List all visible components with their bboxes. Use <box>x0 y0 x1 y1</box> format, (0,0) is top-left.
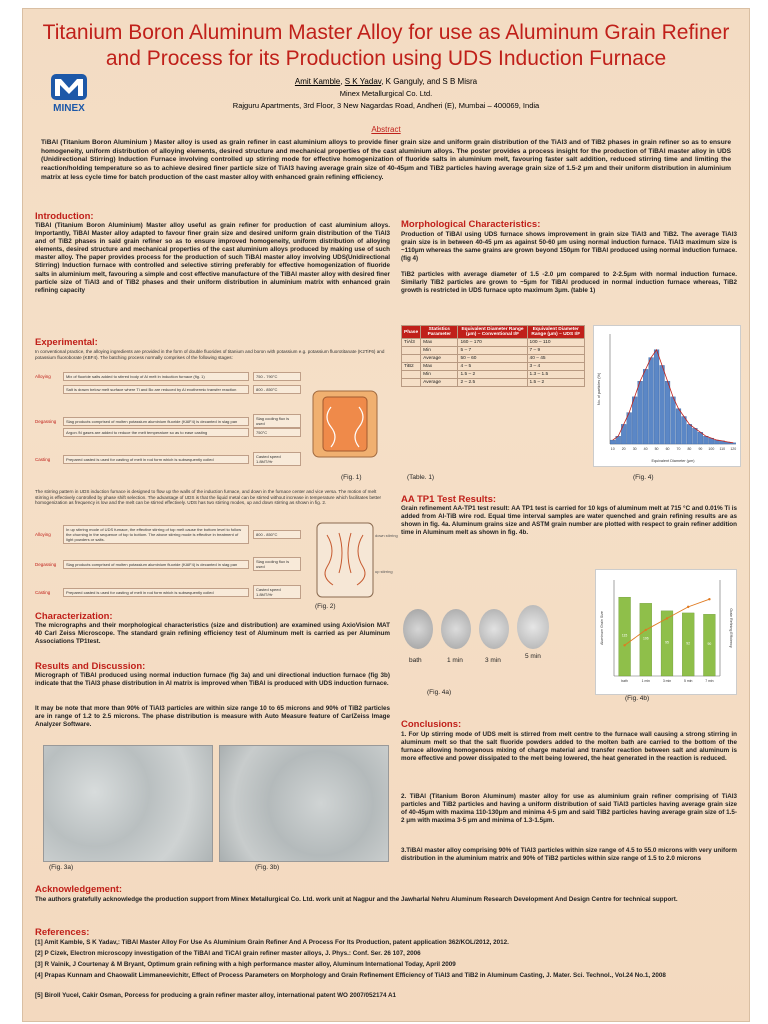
table-cell: 4 – 5 <box>458 363 527 371</box>
fig4a-caption: (Fig. 4a) <box>427 689 452 696</box>
efficiency-point <box>687 606 689 608</box>
table-row <box>402 371 585 379</box>
author-2: S K Yadav <box>344 77 382 86</box>
x-tick-label: 100 <box>708 447 715 451</box>
author-separator: , <box>340 77 345 86</box>
x-tick-label: 70 <box>676 447 681 451</box>
x-tick-label: 60 <box>665 447 670 451</box>
affiliation-org: Minex Metallurgical Co. Ltd. <box>339 89 433 98</box>
table-cell: 50 – 60 <box>458 355 527 363</box>
author-1: Amit Kamble <box>294 77 341 86</box>
fig4-caption: (Fig. 4) <box>633 474 654 481</box>
histogram-bar <box>676 409 681 444</box>
table-cell <box>402 355 421 363</box>
experimental-text-1: In conventional practice, the alloying ingredients are provided in the form of double fluorides of titanium and boron with potassium e.g. potassium fluorotitanate (K2TiF6) and potassium fluoroborate (KBF4). The batching process normally comprises of the following stages: <box>35 349 385 360</box>
sample-disc <box>403 609 433 649</box>
authors-rest: , K Ganguly, and S B Misra <box>381 77 478 86</box>
results-text-1: Micrograph of TiBAl produced using normal induction furnace (fig 3a) and uni directional induction furnace (fig 3b) indicate that the TiAl3 phase distribution in Al matrix is improved when TiBAl is produced with UDS induction furnace. <box>35 672 390 688</box>
histogram-bar <box>627 413 632 444</box>
poster-title-line1: Titanium Boron Aluminum Master Alloy for use as Aluminum Grain Refiner <box>42 21 730 44</box>
histogram-bar <box>682 417 687 445</box>
poster-title-line2: and Process for its Production using UDS Induction Furnace <box>105 47 667 70</box>
table-row <box>402 379 585 387</box>
x-axis-label: Equivalent Diameter (μm) <box>651 459 695 463</box>
histogram-bar <box>703 436 708 444</box>
experimental-text-2: The stirring pattern in UDS induction furnace is designed to flow up the walls of the induction furnace, and down in the furnace center and vice versa. The motion of melt stirring is effectively controlled by phase shift selection. The advantage of UDS is that the liquid metal can be stirred without increase in temperature which facilitates better homogenization as frequency is low and the melt can be stirred effectively. UDS has two stirring modes, up and down stirring as shown in fig. 2. <box>35 489 382 506</box>
flow1-row <box>35 428 301 437</box>
table-header: Equivalent Diameter Range (μm) – Conventional I/F <box>458 326 527 339</box>
abstract-heading: Abstract <box>371 125 401 134</box>
flow2-stage: Degassing <box>35 561 57 567</box>
bar-value-label: 115 <box>621 633 628 638</box>
fig3b-caption: (Fig. 3b) <box>255 864 280 871</box>
table-1-caption: (Table. 1) <box>407 474 435 481</box>
logo-text: MINEX <box>53 103 85 114</box>
table-header: Phase <box>402 326 421 339</box>
fig2-caption: (Fig. 2) <box>315 603 336 610</box>
table-cell: TiB2 <box>402 363 421 371</box>
flow2-row <box>35 585 301 599</box>
results-text-2: It may be note that more than 90% of TiAl3 particles are within size range 10 to 65 microns and 90% of TiB2 particles are in range of 1.2 to 2.5 microns. The phase distribution is measure with Auto Measure feature of CarlZeiss Image Analyzer Software. <box>35 705 390 729</box>
table-cell: Min <box>421 347 458 355</box>
histogram-bar <box>731 443 736 444</box>
table-cell <box>402 379 421 387</box>
characterization-heading: Characterization: <box>35 611 113 622</box>
introduction-heading: Introduction: <box>35 211 94 222</box>
histogram-bar <box>654 350 659 444</box>
flow2-desc: Slag products comprised of molten potassium aluminium fluoride (KAlF4) is decanted in slag pan <box>63 560 249 569</box>
experimental-heading: Experimental: <box>35 337 98 348</box>
sample-disc <box>517 605 549 649</box>
fig3a-caption: (Fig. 3a) <box>49 864 74 871</box>
x-tick-label: 1 min <box>641 679 650 683</box>
x-tick-label: 40 <box>643 447 648 451</box>
flow2-desc: In up stirring mode of UDS furnace, the effective stirring of top melt cause the bottom level to follow the churning in the sequence of top to bottom. The above stirring mode is effective in treatment of light powders or salts. <box>63 525 249 544</box>
poster <box>22 8 750 1022</box>
flow1-desc: Slag products comprised of molten potassium aluminium fluoride (KAlF4) is decanted in slag pan <box>63 417 249 426</box>
affiliation-address: Rajguru Apartments, 3rd Floor, 3 New Nagardas Road, Andheri (E), Mumbai – 400069, India <box>232 101 540 110</box>
bar-value-label: 106 <box>642 636 649 641</box>
flow2-temp: Casted speed 1.8MT/Hr <box>253 585 301 599</box>
histogram-bar <box>698 432 703 444</box>
efficiency-point <box>645 629 647 631</box>
table-cell: TiAl3 <box>402 339 421 347</box>
fig4-histogram <box>593 325 741 467</box>
reference-item: [4] Prapas Kunnam and Chaowalit Limmaneevichitr, Effect of Process Parameters on Morphology and Grain Refinement Efficiency of TiAl3 and TiB2 in Aluminum Casting, J. Mater. Sci. Technol., Vol.24 No.1, 2008 <box>35 972 666 979</box>
x-tick-label: 5 min <box>684 679 693 683</box>
bar-value-label: 92 <box>686 641 691 646</box>
table-cell: 40 – 45 <box>527 355 584 363</box>
table-header-row <box>402 326 585 339</box>
histogram-bar <box>671 397 676 444</box>
flow1-temp: Slag cooling flux is used <box>253 414 301 428</box>
histogram-bar <box>632 397 637 444</box>
x-tick-label: bath <box>621 679 628 683</box>
y-axis-label: Aluminum Grain Size <box>600 611 604 645</box>
table-row <box>402 355 585 363</box>
sample-label: 1 min <box>447 657 463 664</box>
process-flow-2 <box>35 525 305 605</box>
sample-disc <box>479 609 509 649</box>
flow1-temp: 750 - 790°C <box>253 372 301 381</box>
x-tick-label: 50 <box>654 447 659 451</box>
furnace-diagram-1 <box>309 387 381 461</box>
histogram-bar <box>610 440 615 444</box>
x-tick-label: 80 <box>687 447 692 451</box>
conclusions-heading: Conclusions: <box>401 719 462 730</box>
micrograph-3a <box>43 745 213 862</box>
micrograph-3b <box>219 745 389 862</box>
x-tick-label: 3 min <box>662 679 672 683</box>
fig4b-chart <box>595 569 737 695</box>
flow1-stage: Casting <box>35 456 51 462</box>
sample-label: 3 min <box>485 657 501 664</box>
flow2-temp: Slag cooling flux is used <box>253 557 301 571</box>
flow2-row <box>35 525 301 544</box>
bar-value-label: 90 <box>707 642 712 647</box>
sample-label: bath <box>409 657 422 664</box>
flow2-stage: Alloying <box>35 532 51 537</box>
flow1-row <box>35 385 301 394</box>
process-flow-1 <box>35 372 305 466</box>
table-cell: Max <box>421 363 458 371</box>
efficiency-point <box>623 644 625 646</box>
introduction-text: TiBAl (Titanium Boron Aluminium) Master alloy useful as grain refiner for production of cast aluminium alloys. Importantly, TiBAl Master alloy adapted to favour finer grain size and desired uniform grain distribution of the TiAl3 and of TiB2 phases in said grain refiner so as to ensure improved homogeneity, uniform distribution of alloying elements, desired structure and mechanical properties of the cast aluminium alloys produced by making use of such master alloy. The paper provides process for the production of such TiBAl master alloy involving UDS(Unidirectional Stirring) Induction furnace with controlled and selective stirring preferably for effective homogenization of fluoride salts in aluminium melt, favouring a simple and cost effective manufacture of the TiBAl master alloy with desired finer particle size of TiAl3 and of TiB2 phases and their uniform distribution in aluminium matrix with enhanced grain refining capacity <box>35 222 390 294</box>
flow1-stage: Degassing <box>35 418 57 424</box>
flow1-temp: Casted speed 1.8MT/Hr <box>253 452 301 466</box>
morphology-heading: Morphological Characteristics: <box>401 219 541 230</box>
conclusion-3: 3.TiBAl master alloy comprising 90% of TiAl3 particles within size range of 4.5 to 55.0 microns with very uniform distribution in the aluminium matrix and 90% of TiB2 particles within size range of 1.5 to 2.0 microns <box>401 847 737 863</box>
flow1-desc: Prepared casted is used for casting of melt in rod form which is subsequently coiled <box>63 455 249 464</box>
reference-item: [1] Amit Kamble, S K Yadav,: TiBAl Master Alloy For Use As Aluminium Grain Refiner And A Process For Its Production, patent application 362/KOL/2012, 2012. <box>35 939 509 946</box>
x-tick-label: 110 <box>719 447 726 451</box>
flow1-row <box>35 452 301 466</box>
table-cell: 1.5 – 2 <box>458 371 527 379</box>
flow2-temp: 800 - 850°C <box>253 530 301 539</box>
table-cell: Average <box>421 379 458 387</box>
table-cell: 160 – 170 <box>458 339 527 347</box>
table-header: Statistics Parameter <box>421 326 458 339</box>
flow2-row <box>35 557 301 571</box>
conclusion-2: 2. TiBAl (Titanium Boron Aluminum) master alloy for use as aluminium grain refiner comprising of TiAl3 particles and TiB2 particles and having a uniform distribution of said TiAl3 particles having average grain size of 40-45μm with maxima 110-130μm and minima 4-5 μm and said TiB2 particles having average grain size of 1.5-2 μm with maxima 3-5 μm and minima of 1.3-1.5μm. <box>401 793 737 825</box>
abstract-text: TiBAl (Titanium Boron Aluminium ) Master alloy is used as grain refiner in cast aluminium alloys to provide finer grain size and uniform grain distribution of the TiAl3 and of TiB2 phases in grain refiner so as to ensure homogeneity, uniform distribution of alloying elements, desired structure and mechanical properties of the cast aluminium alloys. The poster provides a process insight for the production of TiBAl master alloy in UDS (Unidirectional Stirring) Induction Furnace involving controlled up stirring mode for effective homogenization of fluoride salts in aluminium melt, favouring faster salt addition, reduced stirring time and limiting the reaction/holding temperature so as to achieve desired finer particle size of TiAl3 having average grain size of 40-45μm and TiB2 particles having average grain size of 1.5-2 μm and their uniform distribution in aluminium matrix at less cycle time for batch production of the cast master alloy with enhanced grain refining efficiency. <box>41 139 731 181</box>
table-cell: 1.5 – 2 <box>527 379 584 387</box>
flow2-stage: Casting <box>35 589 51 595</box>
flow1-stage: Alloying <box>35 374 51 379</box>
flow1-row <box>35 372 301 381</box>
sample-disc <box>441 609 471 649</box>
histogram-bar <box>643 369 648 444</box>
morphology-text-1: Production of TiBAl using UDS furnace shows improvement in grain size TiAl3 and TiB2. The average TiAl3 grain size is in between 40-45 μm as against 50-60 μm using normal induction furnace. TiAl3 maximum size is ~110μm whereas the same grains are grown beyond 150μm for TiBAl produced using normal induction furnace. (fig 4) <box>401 231 737 263</box>
bar-value-label: 95 <box>665 640 669 645</box>
histogram-bar <box>649 358 654 444</box>
fig1-caption: (Fig. 1) <box>341 474 362 481</box>
table-cell: Min <box>421 371 458 379</box>
x-tick-label: 30 <box>632 447 637 451</box>
reference-item: [3] R Vainik, J Courtenay & M Bryant, Optimum grain refining with a high performance master alloy, Aluminum International Today, April 2009 <box>35 961 456 968</box>
furnace-diagram-2 <box>309 517 381 603</box>
table-1 <box>401 325 585 387</box>
table-cell: 3 – 4 <box>527 363 584 371</box>
y2-axis-label: Grain Refining Efficiency <box>729 608 733 648</box>
table-cell <box>402 371 421 379</box>
conclusion-1: 1. For Up stirring mode of UDS melt is stirred from melt centre to the furnace wall causing a strong stirring in aluminum melt so that the salt fluoride powders added to the molten bath are carried to the bottom of the furnace allowing homogenous mixing of charge material and transfer reaction between salt and aluminum is more effective and power dissipated to the melt being lowered, the heat generated in the reaction is reduced. <box>401 731 737 763</box>
references-heading: References: <box>35 927 90 938</box>
reference-item: [2] P Cizek, Electron microscopy investigation of the TiBAl and TiCAl grain refiner master alloys, J. Phys.: Conf. Ser. 26 107, 2006 <box>35 950 421 957</box>
x-tick-label: 120 <box>730 447 737 451</box>
tp1-text: Grain refinement AA-TP1 test result: AA TP1 test is carried for 10 kgs of aluminum melt at 715 °C and 0.01% Ti is added from Al-TiB wire rod. Equal time interval samples are water quenched and grain refining results are as shown in fig. 4a. Aluminum grains size and ASTM grain number are plotted with respect to grain refiner addition time in Aluminum melt as shown in fig. 4b. <box>401 505 737 537</box>
efficiency-point <box>708 598 710 600</box>
table-row <box>402 347 585 355</box>
sample-label: 5 min <box>525 653 541 660</box>
morphology-text-2: TiB2 particles with average diameter of 1.5 -2.0 μm compared to 2-2.5μm with normal induction furnace. Similarly TiB2 particles are grown to ~5μm for TiBAl produced in normal induction furnace whereas, TiB2 growth is restricted in UDS furnace upto maximum 3μm. (table 1) <box>401 271 737 295</box>
reference-item: [5] Biroll Yucel, Cakir Osman, Porcess for producing a grain refiner master alloy, international patent WO 2007/052174 A1 <box>35 992 397 999</box>
characterization-text: The micrographs and their morphological characteristics (size and distribution) are examined using AxioVision MAT 40 Carl Zeiss Microscope. The standard grain refining efficiency test of Aluminum melt is carried as per Aluminum Associations TP1test. <box>35 622 390 646</box>
flow1-temp: 800 - 850°C <box>253 385 301 394</box>
flow1-desc: Salt is drawn below melt surface where Ti and Bo are reduced by Al exothermic transfer reaction <box>63 385 249 394</box>
x-tick-label: 20 <box>621 447 626 451</box>
y-axis-label: No. of particles (%) <box>597 372 601 406</box>
results-heading: Results and Discussion: <box>35 661 146 672</box>
efficiency-point <box>666 617 668 619</box>
table-row <box>402 339 585 347</box>
flow1-row <box>35 414 301 428</box>
table-cell: 5 – 7 <box>458 347 527 355</box>
flow1-desc: Argon /N gases are added to reduce the melt temperature so as to ease casting <box>63 428 249 437</box>
table-row <box>402 363 585 371</box>
table-cell: 100 – 110 <box>527 339 584 347</box>
table-cell <box>402 347 421 355</box>
table-cell: Average <box>421 355 458 363</box>
flow1-desc: Mix of fluoride salts added to stirred body of Al melt in induction furnace (fig. 1) <box>63 372 249 381</box>
x-tick-label: 10 <box>610 447 615 451</box>
histogram-bar <box>665 381 670 444</box>
label-down-stirring: down stirring <box>375 533 398 538</box>
histogram-bar <box>687 424 692 444</box>
table-header: Equivalent Diameter Range (μm) – UDS I/F <box>527 326 584 339</box>
histogram-bar <box>692 428 697 444</box>
label-up-stirring: up stirring <box>375 569 393 574</box>
table-cell: 1.3 – 1.5 <box>527 371 584 379</box>
table-cell: Max <box>421 339 458 347</box>
table-cell: 2 – 2.5 <box>458 379 527 387</box>
table-cell: 7 – 9 <box>527 347 584 355</box>
flow1-temp: 750°C <box>253 428 301 437</box>
x-tick-label: 90 <box>698 447 703 451</box>
x-tick-label: 7 min <box>705 679 714 683</box>
histogram-bar <box>638 381 643 444</box>
histogram-bar <box>660 365 665 444</box>
authors <box>23 77 749 86</box>
flow2-desc: Prepared casted is used for casting of melt in rod form which is subsequently coiled <box>63 588 249 597</box>
fig4b-caption: (Fig. 4b) <box>625 695 650 702</box>
acknowledgement-text: The authors gratefully acknowledge the production support from Minex Metallurgical Co. Ltd. work unit at Nagpur and the Jawharlal Nehru Aluminum Research Development And Design Centre for technical support. <box>35 896 678 903</box>
acknowledgement-heading: Acknowledgement: <box>35 884 123 895</box>
tp1-heading: AA TP1 Test Results: <box>401 494 497 505</box>
